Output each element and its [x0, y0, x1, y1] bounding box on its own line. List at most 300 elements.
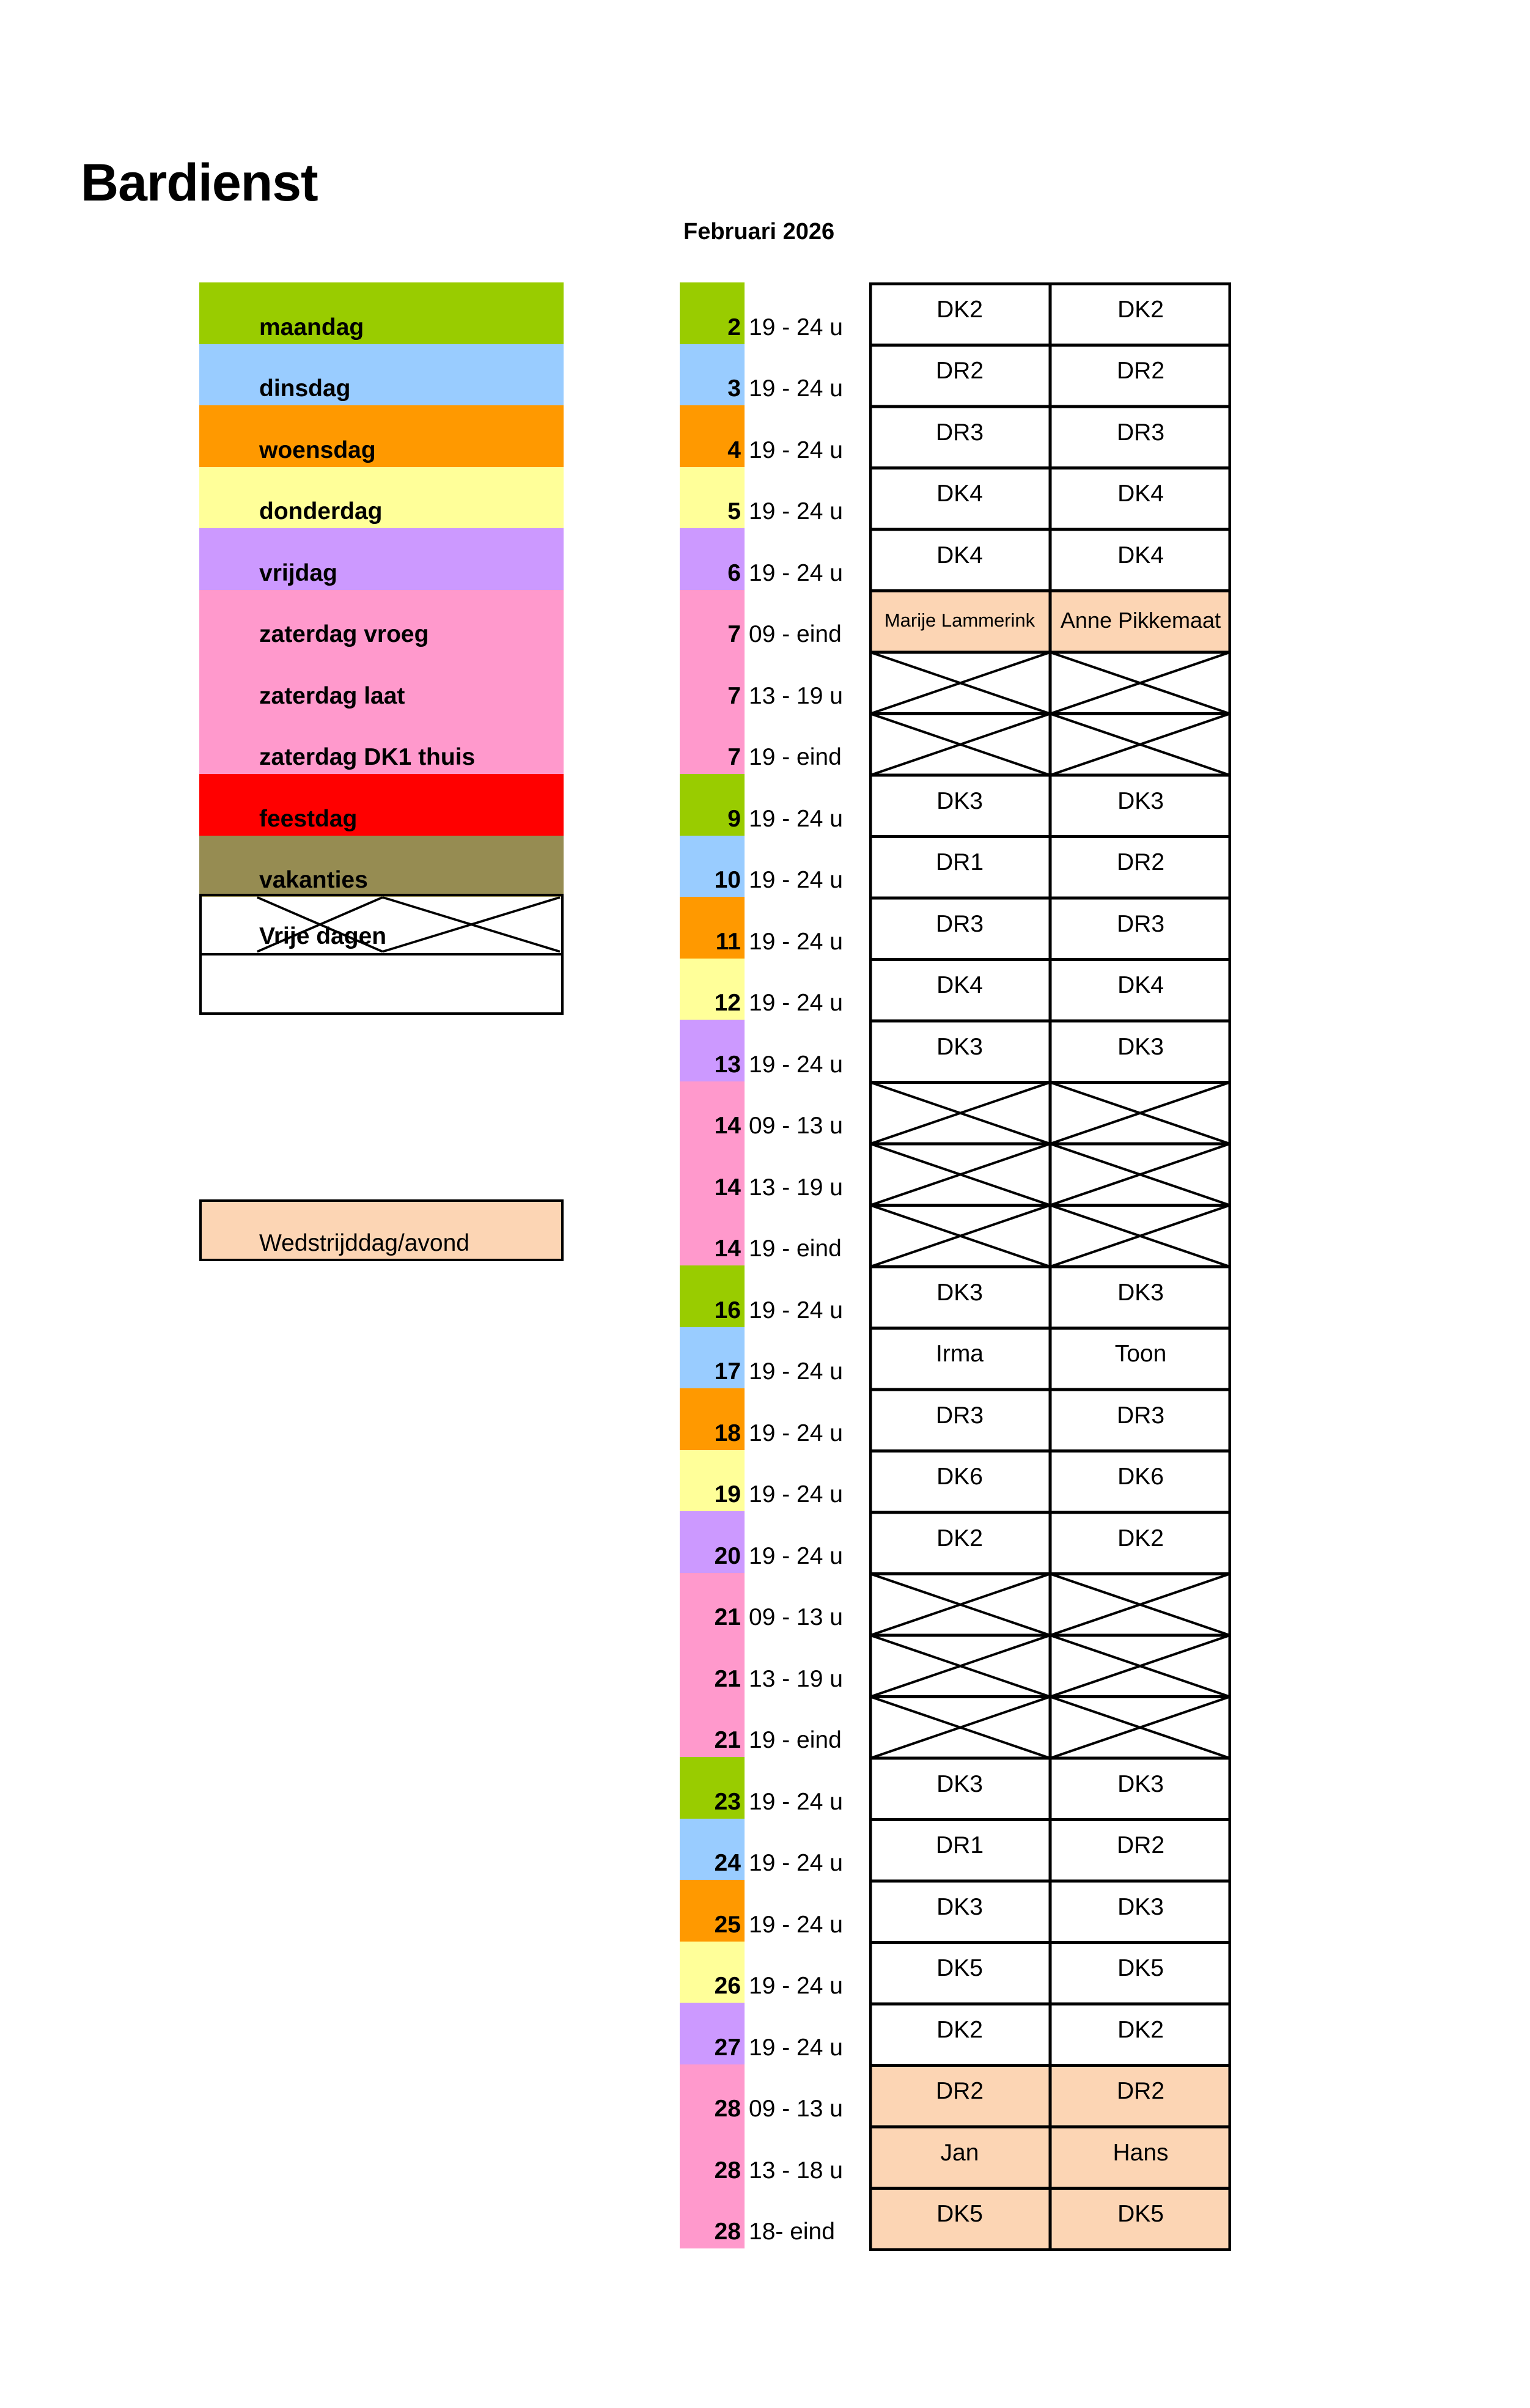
table-cell[interactable] [869, 1757, 1050, 1819]
cell-text: DK4 [1117, 480, 1164, 507]
time-slot: 09 - 13 u [749, 1113, 843, 1139]
table-cell[interactable] [1050, 1265, 1231, 1327]
day-number: 24 [714, 1850, 741, 1876]
day-number: 5 [727, 498, 741, 525]
table-cell[interactable] [1050, 1819, 1231, 1880]
day-cell [680, 1204, 745, 1266]
cell-text: DR1 [935, 849, 984, 876]
crossed-cell [869, 1634, 1050, 1696]
time-cell [749, 1634, 859, 1696]
crossed-cell [869, 1696, 1050, 1758]
day-cell [680, 1511, 745, 1573]
day-cell [680, 2064, 745, 2126]
day-number: 6 [727, 559, 741, 586]
day-number: 21 [714, 1665, 741, 1692]
day-number: 18 [714, 1419, 741, 1446]
day-cell [680, 1327, 745, 1389]
time-cell [749, 1388, 859, 1450]
time-cell [749, 2003, 859, 2064]
day-number: 25 [714, 1911, 741, 1938]
cell-text: DK3 [936, 787, 983, 814]
cell-text: DR3 [935, 419, 984, 446]
time-column [749, 282, 859, 2248]
cell-text: DK3 [1117, 1893, 1164, 1920]
cell-text: DK2 [1117, 2016, 1164, 2043]
time-cell [749, 1450, 859, 1512]
cell-text: DK2 [1117, 296, 1164, 323]
table-cell[interactable] [869, 1388, 1050, 1450]
legend-item-label: zaterdag laat [259, 682, 405, 709]
legend-item-label: woensdag [259, 436, 376, 463]
day-cell [680, 1757, 745, 1819]
cell-text: Hans [1113, 2139, 1169, 2166]
time-cell [749, 1327, 859, 1389]
legend-item [199, 713, 564, 775]
table-row [869, 2187, 1231, 2249]
cell-text: DK4 [1117, 542, 1164, 569]
legend-item [199, 836, 564, 897]
cell-text: DR2 [1116, 849, 1165, 876]
cell-text: DR3 [935, 910, 984, 937]
time-slot: 19 - 24 u [749, 1481, 843, 1508]
table-row [869, 1573, 1231, 1635]
cell-text: DK2 [936, 2016, 983, 2043]
day-number: 21 [714, 1604, 741, 1630]
legend-item [199, 282, 564, 344]
day-cell [680, 467, 745, 529]
time-cell [749, 2126, 859, 2187]
table-cell[interactable] [1050, 2187, 1231, 2249]
table-cell[interactable] [869, 1327, 1050, 1389]
day-cell [680, 2187, 745, 2249]
time-cell [749, 713, 859, 775]
time-slot: 13 - 19 u [749, 1174, 843, 1201]
cell-text: DR2 [1116, 1832, 1165, 1859]
day-cell [680, 836, 745, 897]
day-number: 27 [714, 2034, 741, 2061]
schedule-table [869, 282, 1231, 2248]
table-cell[interactable] [869, 1020, 1050, 1081]
day-number: 4 [727, 436, 741, 463]
day-number: 3 [727, 375, 741, 402]
cell-text: DK3 [936, 1770, 983, 1797]
legend-label-vrije-dagen: Vrije dagen [259, 922, 387, 949]
table-cell[interactable] [1050, 405, 1231, 467]
page-title: Bardienst [81, 153, 318, 212]
table-row [869, 1450, 1231, 1512]
table-cell[interactable] [1050, 2003, 1231, 2064]
cell-text: Anne Pikkemaat [1060, 607, 1221, 633]
cell-text: DK4 [936, 480, 983, 507]
day-cell [680, 1020, 745, 1081]
time-cell [749, 590, 859, 652]
time-slot: 19 - 24 u [749, 436, 843, 463]
day-cell [680, 1880, 745, 1942]
time-cell [749, 1511, 859, 1573]
cell-text: DK5 [1117, 1955, 1164, 1982]
day-number: 11 [715, 928, 741, 955]
cell-text: DR2 [935, 358, 984, 385]
legend-label-wedstrijddag: Wedstrijddag/avond [259, 1229, 469, 1256]
day-cell [680, 344, 745, 406]
table-cell[interactable] [1050, 1388, 1231, 1450]
table-row [869, 1880, 1231, 1942]
day-number: 21 [714, 1727, 741, 1753]
time-slot: 19 - 24 u [749, 1297, 843, 1324]
time-cell [749, 1819, 859, 1880]
day-number: 23 [714, 1788, 741, 1815]
day-number: 14 [714, 1113, 741, 1139]
table-cell[interactable] [869, 344, 1050, 406]
crossed-cell [1050, 1143, 1231, 1204]
legend-item [199, 528, 564, 590]
legend-item-label: vrijdag [259, 559, 337, 586]
time-slot: 09 - 13 u [749, 1604, 843, 1630]
time-cell [749, 897, 859, 959]
table-row [869, 1757, 1231, 1819]
table-cell[interactable] [1050, 1020, 1231, 1081]
table-cell[interactable] [869, 959, 1050, 1020]
table-cell[interactable] [869, 2064, 1050, 2126]
day-number: 16 [714, 1297, 741, 1324]
time-cell [749, 467, 859, 529]
time-cell [749, 836, 859, 897]
time-slot: 09 - 13 u [749, 2096, 843, 2122]
table-row [869, 344, 1231, 406]
legend-item-label: maandag [259, 314, 364, 341]
table-row [869, 774, 1231, 836]
table-cell[interactable] [869, 836, 1050, 897]
table-cell[interactable] [869, 897, 1050, 959]
time-cell [749, 1081, 859, 1143]
day-number: 19 [714, 1481, 741, 1508]
table-cell[interactable] [1050, 1942, 1231, 2003]
table-cell[interactable] [1050, 528, 1231, 590]
cell-text: DR3 [1116, 419, 1165, 446]
table-row [869, 1020, 1231, 1081]
day-cell [680, 1696, 745, 1758]
day-cell [680, 282, 745, 344]
cell-text: DK4 [936, 972, 983, 999]
cell-text: DK2 [936, 296, 983, 323]
cell-text: DK3 [936, 1279, 983, 1306]
table-row [869, 651, 1231, 713]
day-cell [680, 1143, 745, 1204]
day-cell [680, 713, 745, 775]
table-cell[interactable] [1050, 282, 1231, 344]
legend-wedstrijddag [199, 1199, 564, 1261]
time-cell [749, 1143, 859, 1204]
table-cell[interactable] [1050, 1511, 1231, 1573]
time-slot: 19 - 24 u [749, 498, 843, 525]
table-cell[interactable] [1050, 344, 1231, 406]
table-cell[interactable] [1050, 1450, 1231, 1512]
table-cell[interactable] [869, 1819, 1050, 1880]
table-row [869, 2003, 1231, 2064]
cell-text: DK6 [1117, 1464, 1164, 1490]
time-slot: 19 - 24 u [749, 1788, 843, 1815]
time-slot: 19 - 24 u [749, 559, 843, 586]
day-number: 10 [714, 867, 741, 893]
cell-text: DR2 [935, 2078, 984, 2105]
day-number: 7 [727, 682, 741, 709]
time-cell [749, 774, 859, 836]
table-cell[interactable] [869, 405, 1050, 467]
cell-text: DK3 [1117, 787, 1164, 814]
table-cell[interactable] [869, 1265, 1050, 1327]
cell-text: DK2 [936, 1525, 983, 1552]
cell-text: DR2 [1116, 2078, 1165, 2105]
time-slot: 19 - 24 u [749, 375, 843, 402]
legend-item-label: zaterdag vroeg [259, 621, 429, 647]
time-cell [749, 1757, 859, 1819]
legend-item-label: vakanties [259, 867, 368, 893]
time-slot: 19 - 24 u [749, 928, 843, 955]
table-row [869, 1265, 1231, 1327]
legend-item-label: zaterdag DK1 thuis [259, 744, 476, 770]
cell-text: DK4 [936, 542, 983, 569]
color-legend [199, 282, 564, 897]
cell-text: DK3 [1117, 1033, 1164, 1060]
time-cell [749, 1020, 859, 1081]
cell-text: DR3 [935, 1402, 984, 1429]
day-cell [680, 897, 745, 959]
time-slot: 19 - 24 u [749, 1911, 843, 1938]
day-number: 26 [714, 1973, 741, 1999]
time-cell [749, 344, 859, 406]
table-cell[interactable] [869, 528, 1050, 590]
time-cell [749, 2064, 859, 2126]
table-row [869, 528, 1231, 590]
cell-text: DR3 [1116, 910, 1165, 937]
table-cell[interactable] [869, 467, 1050, 529]
table-cell[interactable] [1050, 959, 1231, 1020]
crossed-cell [869, 1143, 1050, 1204]
day-number: 7 [727, 621, 741, 647]
day-cell [680, 590, 745, 652]
time-cell [749, 528, 859, 590]
time-cell [749, 405, 859, 467]
table-cell[interactable] [869, 1880, 1050, 1942]
time-slot: 13 - 19 u [749, 1665, 843, 1692]
time-slot: 19 - 24 u [749, 805, 843, 832]
day-number: 17 [714, 1358, 741, 1385]
month-heading: Februari 2026 [683, 219, 835, 245]
crossed-cell [869, 1573, 1050, 1635]
table-cell[interactable] [869, 590, 1050, 652]
time-cell [749, 959, 859, 1020]
time-cell [749, 1573, 859, 1635]
day-number: 28 [714, 2096, 741, 2122]
day-cell [680, 1450, 745, 1512]
table-row [869, 1634, 1231, 1696]
time-slot: 19 - eind [749, 1235, 842, 1262]
day-number: 9 [727, 805, 741, 832]
day-cell [680, 1942, 745, 2003]
legend-item-label: donderdag [259, 498, 383, 525]
table-cell[interactable] [869, 1942, 1050, 2003]
table-cell[interactable] [1050, 2064, 1231, 2126]
day-cell [680, 2003, 745, 2064]
table-cell[interactable] [869, 2187, 1050, 2249]
legend-item [199, 590, 564, 652]
day-number: 28 [714, 2157, 741, 2184]
table-cell[interactable] [869, 774, 1050, 836]
day-cell [680, 1819, 745, 1880]
cell-text: DR2 [1116, 358, 1165, 385]
crossed-cell [869, 1204, 1050, 1266]
time-slot: 19 - 24 u [749, 314, 843, 341]
table-row [869, 713, 1231, 775]
crossed-cell [1050, 1573, 1231, 1635]
time-slot: 19 - 24 u [749, 1850, 843, 1876]
cell-text: Marije Lammerink [884, 609, 1035, 631]
day-cell [680, 2126, 745, 2187]
day-cell [680, 528, 745, 590]
cell-text: DK6 [936, 1464, 983, 1490]
table-row [869, 1696, 1231, 1758]
day-number: 20 [714, 1542, 741, 1569]
time-slot: 19 - eind [749, 1727, 842, 1753]
table-cell[interactable] [1050, 1880, 1231, 1942]
table-cell[interactable] [1050, 1327, 1231, 1389]
table-cell[interactable] [869, 282, 1050, 344]
time-cell [749, 282, 859, 344]
time-slot: 19 - 24 u [749, 2034, 843, 2061]
table-row [869, 467, 1231, 529]
legend-item [199, 774, 564, 836]
crossed-cell [869, 1081, 1050, 1143]
day-cell [680, 405, 745, 467]
table-cell[interactable] [869, 1511, 1050, 1573]
day-cell [680, 651, 745, 713]
day-number: 14 [714, 1174, 741, 1201]
table-row [869, 836, 1231, 897]
time-slot: 09 - eind [749, 621, 842, 647]
legend-item-label: dinsdag [259, 375, 351, 402]
day-cell [680, 959, 745, 1020]
cell-text: DK4 [1117, 972, 1164, 999]
cell-text: Irma [936, 1341, 984, 1368]
crossed-cell [1050, 1634, 1231, 1696]
legend-item [199, 651, 564, 713]
table-row [869, 405, 1231, 467]
time-slot: 19 - eind [749, 744, 842, 770]
cell-text: DK3 [1117, 1279, 1164, 1306]
time-cell [749, 1696, 859, 1758]
day-number: 28 [714, 2218, 741, 2245]
legend-empty-box [199, 953, 564, 1015]
table-cell[interactable] [869, 2003, 1050, 2064]
time-cell [749, 1265, 859, 1327]
table-cell[interactable] [1050, 836, 1231, 897]
table-row [869, 1511, 1231, 1573]
cell-text: Toon [1114, 1341, 1167, 1368]
legend-item [199, 405, 564, 467]
table-cell[interactable] [1050, 2126, 1231, 2187]
cell-text: DK2 [1117, 1525, 1164, 1552]
table-cell[interactable] [1050, 897, 1231, 959]
time-cell [749, 1880, 859, 1942]
table-row [869, 897, 1231, 959]
table-row [869, 282, 1231, 344]
legend-item [199, 344, 564, 406]
table-cell[interactable] [869, 2126, 1050, 2187]
table-cell[interactable] [1050, 467, 1231, 529]
day-number: 7 [727, 744, 741, 770]
cell-text: DK5 [936, 1955, 983, 1982]
table-row [869, 1204, 1231, 1266]
time-slot: 19 - 24 u [749, 1051, 843, 1078]
table-row [869, 1143, 1231, 1204]
table-cell[interactable] [1050, 774, 1231, 836]
time-slot: 19 - 24 u [749, 990, 843, 1016]
table-row [869, 959, 1231, 1020]
crossed-cell [869, 713, 1050, 775]
day-number-column [680, 282, 745, 2248]
cell-text: DR3 [1116, 1402, 1165, 1429]
time-cell [749, 651, 859, 713]
crossed-cell [1050, 1081, 1231, 1143]
cell-text: DR1 [935, 1832, 984, 1859]
time-slot: 18- eind [749, 2218, 835, 2245]
time-slot: 13 - 18 u [749, 2157, 843, 2184]
day-number: 13 [714, 1051, 741, 1078]
crossed-cell [1050, 1204, 1231, 1266]
crossed-cell [1050, 1696, 1231, 1758]
table-row [869, 1942, 1231, 2003]
legend-item [199, 467, 564, 529]
table-cell[interactable] [1050, 1757, 1231, 1819]
cell-text: DK5 [1117, 2201, 1164, 2228]
table-row [869, 1388, 1231, 1450]
cell-text: DK3 [936, 1893, 983, 1920]
day-number: 14 [714, 1235, 741, 1262]
crossed-cell [1050, 651, 1231, 713]
table-row [869, 1819, 1231, 1880]
time-cell [749, 2187, 859, 2249]
time-slot: 19 - 24 u [749, 867, 843, 893]
legend-item-label: feestdag [259, 805, 358, 832]
day-cell [680, 1388, 745, 1450]
day-number: 12 [714, 990, 741, 1016]
cell-text: DK3 [936, 1033, 983, 1060]
day-cell [680, 1573, 745, 1635]
table-row [869, 1327, 1231, 1389]
table-row [869, 1081, 1231, 1143]
time-cell [749, 1942, 859, 2003]
day-cell [680, 1634, 745, 1696]
time-slot: 19 - 24 u [749, 1542, 843, 1569]
table-row [869, 590, 1231, 652]
time-slot: 19 - 24 u [749, 1358, 843, 1385]
time-slot: 13 - 19 u [749, 682, 843, 709]
day-cell [680, 774, 745, 836]
time-slot: 19 - 24 u [749, 1973, 843, 1999]
day-cell [680, 1265, 745, 1327]
table-row [869, 2064, 1231, 2126]
cell-text: DK5 [936, 2201, 983, 2228]
cell-text: Jan [940, 2139, 979, 2166]
day-cell [680, 1081, 745, 1143]
crossed-cell [869, 651, 1050, 713]
cell-text: DK3 [1117, 1770, 1164, 1797]
table-cell[interactable] [1050, 590, 1231, 652]
crossed-cell [1050, 713, 1231, 775]
table-cell[interactable] [869, 1450, 1050, 1512]
table-row [869, 2126, 1231, 2187]
time-slot: 19 - 24 u [749, 1419, 843, 1446]
